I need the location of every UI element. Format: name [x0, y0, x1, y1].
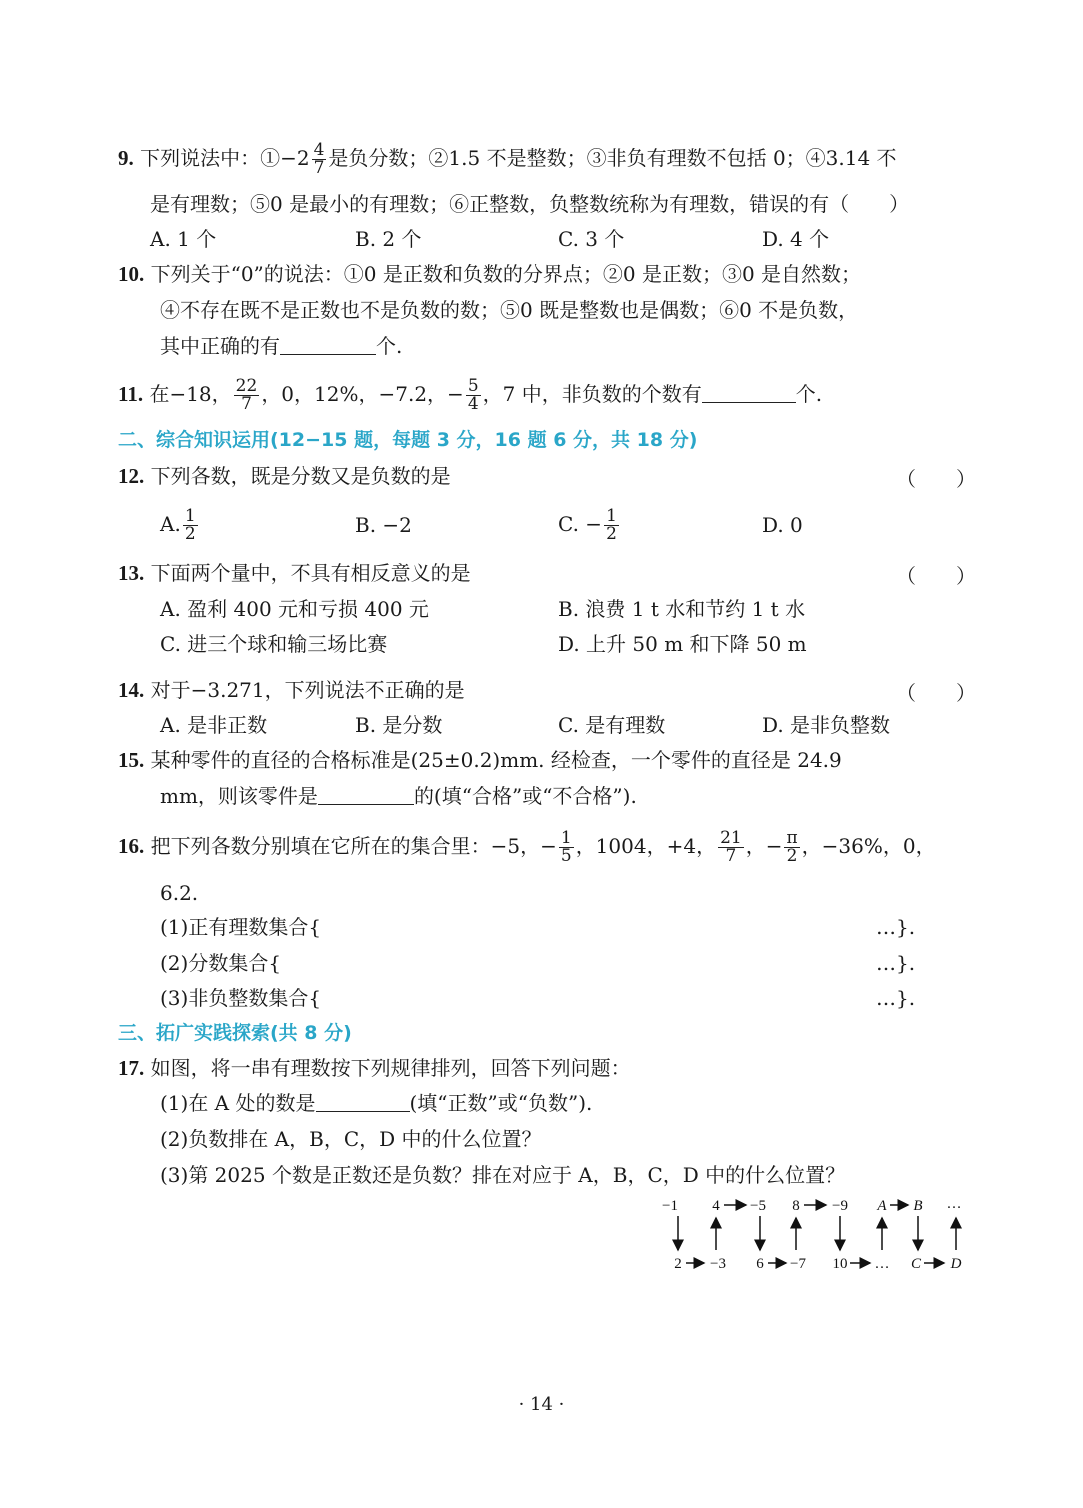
- q14-option-b: B. 是分数: [355, 713, 443, 737]
- diagram-top-0: −1: [662, 1198, 678, 1214]
- q9-option-b: B. 2 个: [355, 227, 422, 251]
- diagram-top-3: 8: [792, 1198, 800, 1214]
- q9-text-post: 是负分数；②1.5 不是整数；③非负有理数不包括 0；④3.14 不: [328, 146, 897, 170]
- q10-text3b: 个.: [376, 334, 403, 358]
- q16-set-nonneg-int: (3)非负整数集合{: [160, 986, 322, 1010]
- diagram-top-5: A: [877, 1198, 887, 1214]
- q12-text: 下列各数，既是分数又是负数的是: [150, 464, 451, 488]
- q10-text3a: 其中正确的有: [160, 334, 280, 358]
- q13-option-b: B. 浪费 1 t 水和节约 1 t 水: [558, 597, 806, 621]
- q15-text2a: mm，则该零件是: [160, 784, 318, 808]
- q12-number: 12.: [118, 464, 145, 488]
- q17-text: 如图，将一串有理数按下列规律排列，回答下列问题：: [150, 1056, 631, 1080]
- diagram-top-2: −5: [750, 1198, 766, 1214]
- q16-set-nonneg-int-end: …}.: [876, 986, 916, 1010]
- q9-number: 9.: [118, 146, 134, 170]
- q12-c-den: 2: [606, 524, 617, 544]
- diagram-bottom-5: …: [874, 1256, 890, 1272]
- diagram-bottom-4: 10: [832, 1256, 848, 1272]
- q15-text2b: 的(填“合格”或“不合格”).: [413, 784, 637, 808]
- q12-option-c-label: C. −: [558, 512, 603, 536]
- diagram-top-1: 4: [712, 1198, 720, 1214]
- q10-answer-blank[interactable]: [280, 334, 376, 355]
- q12-option-d: D. 0: [762, 513, 803, 537]
- q16-set-fraction-end: …}.: [876, 951, 916, 975]
- q14-answer-paren[interactable]: （ ）: [896, 681, 976, 705]
- q13-option-a: A. 盈利 400 元和亏损 400 元: [160, 597, 429, 621]
- q17-part1a: (1)在 A 处的数是: [160, 1091, 316, 1115]
- diagram-top-7: …: [946, 1196, 962, 1212]
- diagram-top-4: −9: [832, 1198, 848, 1214]
- q15-line2: [160, 783, 637, 809]
- q12-line: [118, 463, 451, 489]
- q12-a-den: 2: [184, 524, 196, 544]
- q16-set-fraction: (2)分数集合{: [160, 951, 282, 975]
- q11-number: 11.: [118, 382, 144, 406]
- q13-line: [118, 560, 471, 586]
- q11-line: [118, 378, 822, 413]
- q12-c-num: 1: [606, 506, 617, 526]
- q16-f3-den: 2: [786, 846, 798, 866]
- diagram-bottom-0: 2: [674, 1256, 682, 1272]
- q17-number: 17.: [118, 1056, 145, 1080]
- q10-line2: ④不存在既不是正数也不是负数的数；⑤0 既是整数也是偶数；⑥0 不是负数，: [160, 298, 859, 322]
- diagram-bottom-7: D: [950, 1256, 962, 1272]
- q16-f3-num: π: [786, 828, 798, 848]
- q16-line2: 6.2.: [160, 881, 199, 905]
- q17-answer-blank[interactable]: [316, 1091, 410, 1112]
- q16-fraction-3: [784, 830, 799, 865]
- q11-f2-den: 4: [467, 394, 479, 414]
- q15-text1: 某种零件的直径的合格标准是(25±0.2)mm. 经检查，一个零件的直径是 24.9: [150, 748, 842, 772]
- q16-f1-den: 5: [560, 846, 572, 866]
- q9-text-pre: 下列说法中：①−2: [140, 146, 310, 170]
- q15-line1: [118, 747, 842, 773]
- q16-text-pre: 把下列各数分别填在它所在的集合里：−5，−: [150, 834, 557, 858]
- q16-text-mid2: ，−: [745, 834, 783, 858]
- q12-option-a: [160, 508, 200, 543]
- q12-option-a-fraction: [183, 508, 198, 543]
- q12-option-a-label: A.: [160, 512, 181, 536]
- q10-text1: 下列关于“0”的说法：①0 是正数和负数的分界点；②0 是正数；③0 是自然数；: [150, 262, 862, 286]
- q16-f2-den: 7: [725, 846, 737, 866]
- q10-number: 10.: [118, 262, 145, 286]
- q11-f1-den: 7: [241, 394, 252, 414]
- q12-option-b: B. −2: [355, 513, 412, 537]
- q16-text-mid1: ，1004，+4，: [575, 834, 717, 858]
- q17-part1b: (填“正数”或“负数”).: [409, 1091, 593, 1115]
- q13-number: 13.: [118, 561, 145, 585]
- q11-f2-num: 5: [467, 376, 479, 396]
- q9-line1: [118, 142, 897, 177]
- section-2-heading: 二、综合知识运用(12−15 题，每题 3 分，16 题 6 分，共 18 分): [118, 429, 698, 451]
- q13-answer-paren[interactable]: （ ）: [896, 564, 976, 588]
- q13-text: 下面两个量中，不具有相反意义的是: [150, 561, 471, 585]
- page-number: · 14 ·: [518, 1394, 565, 1415]
- q14-option-a: A. 是非正数: [160, 713, 268, 737]
- q11-f1-num: 22: [235, 376, 258, 396]
- q17-line: [118, 1055, 631, 1081]
- q9-fraction: [312, 142, 327, 177]
- q15-number: 15.: [118, 748, 145, 772]
- q9-option-c: C. 3 个: [558, 227, 625, 251]
- q14-number: 14.: [118, 678, 145, 702]
- q11-text-post: ，7 中，非负数的个数有: [482, 382, 702, 406]
- q14-text: 对于−3.271，下列说法不正确的是: [150, 678, 465, 702]
- q16-f1-num: 1: [560, 828, 572, 848]
- number-pattern-diagram: [660, 1192, 970, 1276]
- q17-part1: [160, 1090, 592, 1116]
- diagram-bottom-2: 6: [756, 1256, 764, 1272]
- diagram-bottom-3: −7: [790, 1256, 806, 1272]
- q12-option-c: [558, 508, 621, 543]
- section-3-heading: 三、拓广实践探索(共 8 分): [118, 1022, 352, 1044]
- q14-line: [118, 677, 465, 703]
- q16-set-positive: (1)正有理数集合{: [160, 915, 322, 939]
- q10-line1: [118, 261, 861, 287]
- q9-option-d: D. 4 个: [762, 227, 830, 251]
- q9-frac-den: 7: [313, 158, 325, 178]
- q15-answer-blank[interactable]: [318, 784, 414, 805]
- q14-option-c: C. 是有理数: [558, 713, 666, 737]
- q17-part2: (2)负数排在 A，B，C，D 中的什么位置？: [160, 1127, 542, 1151]
- q17-part3: (3)第 2025 个数是正数还是负数？排在对应于 A，B，C，D 中的什么位置？: [160, 1163, 846, 1187]
- q16-f2-num: 21: [720, 828, 742, 848]
- q11-text-end: 个.: [795, 382, 823, 406]
- q16-number: 16.: [118, 834, 145, 858]
- q16-line1: [118, 830, 936, 865]
- q12-a-num: 1: [184, 506, 196, 526]
- q11-fraction-1: [234, 378, 260, 413]
- q13-option-c: C. 进三个球和输三场比赛: [160, 632, 388, 656]
- diagram-bottom-6: C: [910, 1256, 922, 1272]
- q13-option-d: D. 上升 50 m 和下降 50 m: [558, 632, 807, 656]
- q11-answer-blank[interactable]: [702, 382, 796, 403]
- q16-fraction-2: [718, 830, 744, 865]
- diagram-top-6: B: [913, 1198, 923, 1214]
- diagram-bottom-1: −3: [710, 1256, 726, 1272]
- q11-fraction-2: [466, 378, 481, 413]
- q10-line3: [160, 333, 402, 359]
- q9-frac-num: 4: [313, 140, 325, 160]
- q12-option-c-fraction: [604, 508, 619, 543]
- q11-text-pre: 在−18，: [149, 382, 232, 406]
- q9-line2: 是有理数；⑤0 是最小的有理数；⑥正整数，负整数统称为有理数，错误的有（ ）: [150, 192, 910, 216]
- q14-option-d: D. 是非负整数: [762, 713, 891, 737]
- q16-fraction-1: [559, 830, 574, 865]
- q16-text-post: ，−36%，0，: [801, 834, 936, 858]
- q11-text-mid: ，0，12%，−7.2，−: [261, 382, 464, 406]
- q9-option-a: A. 1 个: [150, 227, 217, 251]
- q12-answer-paren[interactable]: （ ）: [896, 467, 976, 491]
- q16-set-positive-end: …}.: [876, 915, 916, 939]
